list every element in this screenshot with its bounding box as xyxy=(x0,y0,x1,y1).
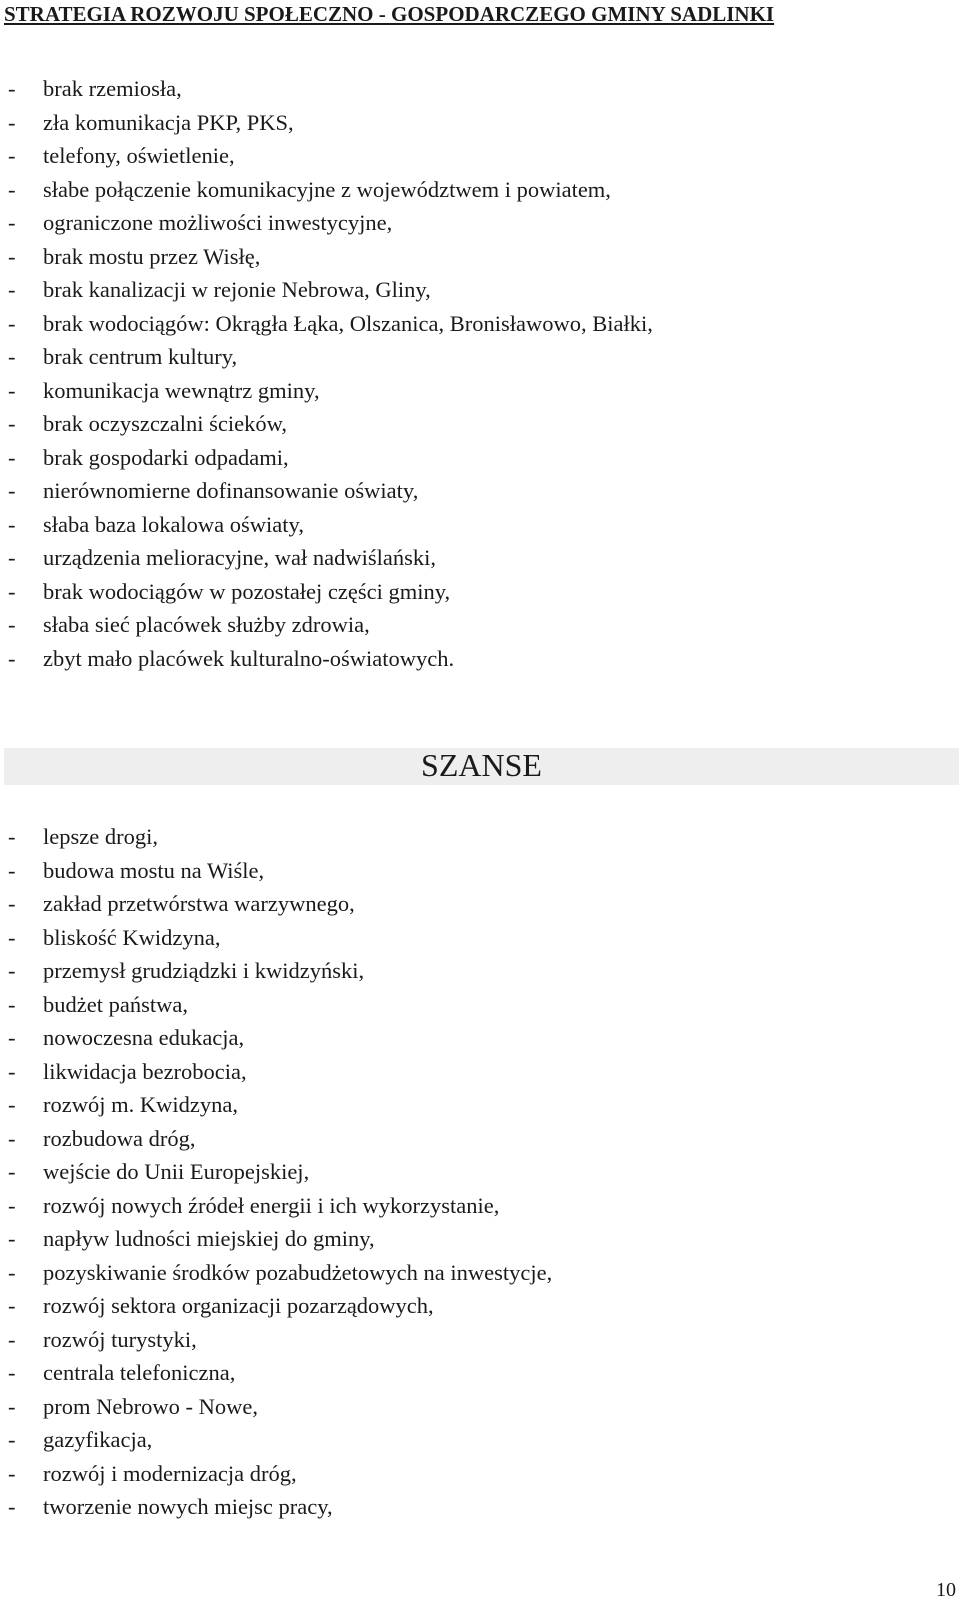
list-item-text: gazyfikacja, xyxy=(43,1427,153,1452)
list-item-text: brak wodociągów: Okrągła Łąka, Olszanica, Bronisławowo, Białki, xyxy=(43,310,653,336)
list-item-text: brak oczyszczalni ścieków, xyxy=(43,411,288,436)
list-dash: - xyxy=(8,545,16,570)
list-dash: - xyxy=(8,991,16,1017)
list-item-text: brak mostu przez Wisłę, xyxy=(43,243,261,269)
list-dash: - xyxy=(8,478,16,503)
list-item-text: centrala telefoniczna, xyxy=(43,1360,236,1385)
list-dash: - xyxy=(8,924,16,950)
list-dash: - xyxy=(8,344,16,369)
list-item-text: lepsze drogi, xyxy=(43,824,158,849)
list-item-text: telefony, oświetlenie, xyxy=(43,143,235,168)
list-item-text: zakład przetwórstwa warzywnego, xyxy=(43,891,355,916)
list-dash: - xyxy=(8,1092,16,1117)
list-item-text: prom Nebrowo - Nowe, xyxy=(43,1393,258,1419)
list-dash: - xyxy=(8,1494,16,1519)
list-dash: - xyxy=(8,1326,16,1352)
list-dash: - xyxy=(8,1159,16,1184)
list-dash: - xyxy=(8,891,16,916)
section-header-band xyxy=(4,748,959,785)
list-item-text: wejście do Unii Europejskiej, xyxy=(43,1159,310,1184)
list-dash: - xyxy=(8,411,16,436)
list-dash: - xyxy=(8,511,16,537)
document-header xyxy=(0,0,960,30)
list-dash: - xyxy=(8,1393,16,1419)
list-item-text: rozwój m. Kwidzyna, xyxy=(43,1092,238,1117)
page-number: 10 xyxy=(936,1579,956,1601)
list-item-text: napływ ludności miejskiej do gminy, xyxy=(43,1226,375,1251)
list-item-text: likwidacja bezrobocia, xyxy=(43,1058,247,1084)
list-item-text: rozwój sektora organizacji pozarządowych, xyxy=(43,1293,434,1318)
list-item-text: rozwój nowych źródeł energii i ich wykorzystanie, xyxy=(43,1192,500,1218)
list-dash: - xyxy=(8,277,16,302)
list-item-text: nowoczesna edukacja, xyxy=(43,1025,245,1050)
list-item-text: bliskość Kwidzyna, xyxy=(43,924,221,950)
list-dash: - xyxy=(8,176,16,202)
section-title-szanse: SZANSE xyxy=(421,747,542,783)
list-dash: - xyxy=(8,444,16,470)
list-item-text: brak gospodarki odpadami, xyxy=(43,444,289,470)
list-item-text: zła komunikacja PKP, PKS, xyxy=(43,109,294,135)
list-dash: - xyxy=(8,612,16,637)
document-title: STRATEGIA ROZWOJU SPOŁECZNO - GOSPODARCZEGO GMINY SADLINKI xyxy=(4,2,775,26)
list-dash: - xyxy=(8,1226,16,1251)
list-dash: - xyxy=(8,109,16,135)
list-item-text: budżet państwa, xyxy=(43,991,188,1017)
list-dash: - xyxy=(8,243,16,269)
list-item-text: brak kanalizacji w rejonie Nebrowa, Gliny, xyxy=(43,277,431,302)
list-dash: - xyxy=(8,958,16,983)
list-dash: - xyxy=(8,1192,16,1218)
list-dash: - xyxy=(8,1058,16,1084)
list-item-text: słaba baza lokalowa oświaty, xyxy=(43,511,304,537)
list-dash: - xyxy=(8,578,16,604)
list-dash: - xyxy=(8,1293,16,1318)
list-item-text: słaba sieć placówek służby zdrowia, xyxy=(43,612,370,637)
list-item-text: nierównomierne dofinansowanie oświaty, xyxy=(43,478,419,503)
list-item-text: pozyskiwanie środków pozabudżetowych na inwestycje, xyxy=(43,1259,553,1285)
list-item-text: brak wodociągów w pozostałej części gminy, xyxy=(43,578,451,604)
list-item-text: komunikacja wewnątrz gminy, xyxy=(43,377,320,403)
list-item-text: rozwój turystyki, xyxy=(43,1326,197,1352)
list-dash: - xyxy=(8,1460,16,1486)
list-item-text: tworzenie nowych miejsc pracy, xyxy=(43,1494,333,1519)
list-dash: - xyxy=(8,1259,16,1285)
list-item-text: rozwój i modernizacja dróg, xyxy=(43,1460,297,1486)
list-item-text: ograniczone możliwości inwestycyjne, xyxy=(43,210,393,235)
list-dash: - xyxy=(8,824,16,849)
list-dash: - xyxy=(8,377,16,403)
list-dash: - xyxy=(8,857,16,883)
list-item-text: przemysł grudziądzki i kwidzyński, xyxy=(43,958,365,983)
list-item-text: brak rzemiosła, xyxy=(43,76,182,101)
list-item-text: rozbudowa dróg, xyxy=(43,1125,196,1151)
list-dash: - xyxy=(8,310,16,336)
list-item-text: zbyt mało placówek kulturalno-oświatowych. xyxy=(43,645,455,671)
list-dash: - xyxy=(8,1427,16,1452)
list-dash: - xyxy=(8,210,16,235)
list-dash: - xyxy=(8,143,16,168)
list-dash: - xyxy=(8,76,16,101)
list-item-text: słabe połączenie komunikacyjne z województwem i powiatem, xyxy=(43,176,611,202)
list-item-text: brak centrum kultury, xyxy=(43,344,238,369)
list-dash: - xyxy=(8,1125,16,1151)
list-item-text: urządzenia melioracyjne, wał nadwiślański, xyxy=(43,545,436,570)
list-item-text: budowa mostu na Wiśle, xyxy=(43,857,265,883)
list-dash: - xyxy=(8,645,16,671)
list-dash: - xyxy=(8,1360,16,1385)
list-dash: - xyxy=(8,1025,16,1050)
